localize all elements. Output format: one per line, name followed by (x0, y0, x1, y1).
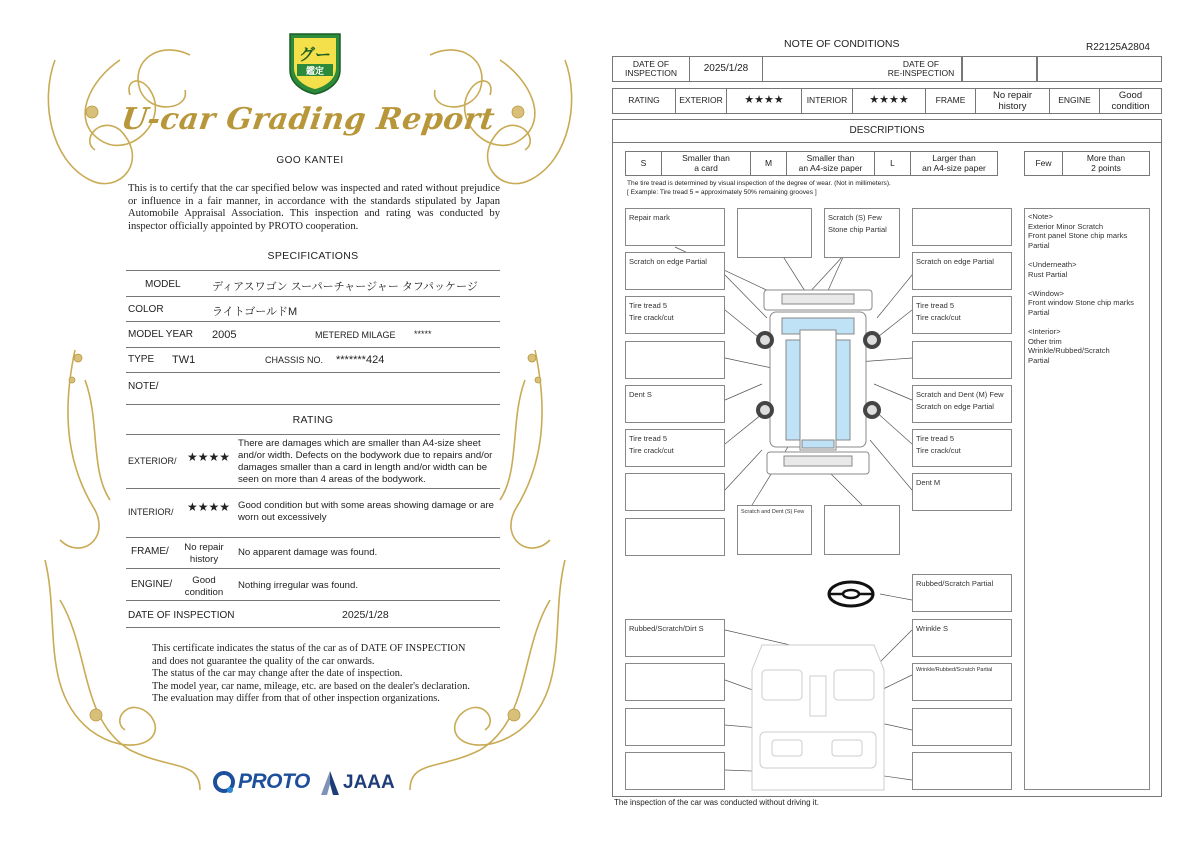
engine-label: ENGINE (1050, 89, 1100, 113)
right-rear-tire-box: Tire tread 5 Tire crack/cut (912, 429, 1012, 467)
frame-description: No apparent damage was found. (238, 547, 378, 558)
inspection-date-label: DATE OF INSPECTION (128, 610, 235, 621)
legend-m: M (751, 152, 787, 175)
inspection-date-value: 2025/1/28 (342, 609, 389, 621)
date-of-inspection-label: DATE OF INSPECTION (613, 57, 690, 81)
proto-logo-icon (212, 770, 236, 794)
color-label: COLOR (128, 304, 164, 315)
exterior-label: EXTERIOR/ (128, 456, 177, 466)
frame-label: FRAME (926, 89, 976, 113)
divider (126, 434, 500, 435)
right-dent-box: Scratch and Dent (M) Few Scratch on edge Partial (912, 385, 1012, 423)
desc-box-empty (625, 473, 725, 511)
divider (126, 627, 500, 628)
interior-label: INTERIOR/ (128, 507, 174, 517)
metered-mileage-value: ***** (414, 329, 432, 339)
descriptions-heading: DESCRIPTIONS (612, 119, 1162, 143)
frame-value: No repair history (184, 542, 224, 565)
exterior-label: EXTERIOR (676, 89, 727, 113)
model-year-value: 2005 (212, 329, 237, 341)
interior-wrinkle-box: Wrinkle S (912, 619, 1012, 657)
desc-box-empty (912, 341, 1012, 379)
engine-description: Nothing irregular was found. (238, 580, 358, 591)
rating-row (612, 88, 1162, 114)
interior-stars: ★★★★ (853, 89, 926, 113)
rating-heading: RATING (292, 414, 334, 426)
jaaa-logo: JAAA (343, 772, 395, 793)
rear-scratch-dent-box: Scratch and Dent (S) Few (737, 505, 812, 555)
date-of-reinspection-label: DATE OF RE-INSPECTION (881, 57, 962, 81)
specifications-heading: SPECIFICATIONS (267, 250, 359, 262)
type-label: TYPE (128, 354, 155, 365)
empty-cell (763, 57, 888, 81)
metered-mileage-label: METERED MILAGE (315, 330, 396, 340)
desc-box-empty (737, 208, 812, 258)
certificate-footer: This certificate indicates the status of the car as of DATE OF INSPECTION and does not guarantee the quality of the car onwards. The status of the car may change after the date of inspection. The model year, car name, mileage, etc. are based on the dealer's declaration. The evaluation may differ from that of other inspection organizations. (152, 643, 470, 705)
desc-box-empty (625, 708, 725, 746)
interior-description: Good condition but with some areas showing damage or are worn out excessively (238, 500, 494, 523)
conditions-footer: The inspection of the car was conducted without driving it. (614, 798, 819, 807)
legend-m-desc: Smaller than an A4-size paper (787, 152, 875, 175)
steering-wheel-icon (829, 582, 873, 606)
desc-box-empty (824, 505, 900, 555)
date-row (612, 56, 1162, 82)
exterior-stars: ★★★★ (187, 450, 231, 464)
desc-box-empty (625, 663, 725, 701)
note-label: NOTE/ (128, 381, 159, 392)
rating-label: RATING (613, 89, 676, 113)
right-dent-m-box: Dent M (912, 473, 1012, 511)
desc-box-empty (912, 708, 1012, 746)
color-value: ライトゴールドM (212, 306, 298, 318)
certification-text: This is to certify that the car specified below was inspected and rated without prejudice or influence in a fair manner, in accordance with the standards stipulated by Japan Automobile Appraisal Association. This inspection and rating was conducted by inspector officially appointed by PROTO cooperation. (128, 183, 500, 232)
svg-text:グー: グー (298, 45, 332, 64)
divider (126, 321, 500, 322)
desc-box-empty (625, 518, 725, 556)
engine-label: ENGINE/ (131, 579, 173, 590)
left-rear-tire-box: Tire tread 5 Tire crack/cut (625, 429, 725, 467)
model-value: ディアスワゴン スーパーチャージャー タフパッケージ (212, 281, 478, 293)
right-edge-box: Scratch on edge Partial (912, 252, 1012, 290)
chassis-label: CHASSIS NO. (265, 355, 324, 365)
repair-mark-box: Repair mark (625, 208, 725, 246)
right-front-tire-box: Tire tread 5 Tire crack/cut (912, 296, 1012, 334)
type-value: TW1 (172, 354, 196, 366)
model-year-label: MODEL YEAR (128, 329, 194, 340)
note-panel: <Note> Exterior Minor Scratch Front panel Stone chip marks Partial <Underneath> Rust Partial <Window> Front window Stone chip marks Partial <Interior> Other trim Wrinkle/Rubbed/Scratch Partial (1024, 208, 1150, 790)
exterior-stars: ★★★★ (727, 89, 802, 113)
chassis-value: *******424 (336, 354, 385, 366)
interior-label: INTERIOR (802, 89, 853, 113)
divider (126, 296, 500, 297)
conditions-title: NOTE OF CONDITIONS (784, 38, 900, 50)
interior-left-box: Rubbed/Scratch/Dirt S (625, 619, 725, 657)
left-front-tire-box: Tire tread 5 Tire crack/cut (625, 296, 725, 334)
steering-box: Rubbed/Scratch Partial (912, 574, 1012, 612)
divider (126, 600, 500, 601)
left-dent-box: Dent S (625, 385, 725, 423)
divider (126, 347, 500, 348)
frame-value: No repair history (976, 89, 1050, 113)
size-legend (625, 151, 998, 176)
interior-stars: ★★★★ (187, 500, 231, 514)
divider (126, 404, 500, 405)
legend-l: L (875, 152, 911, 175)
divider (126, 568, 500, 569)
empty-cell (1037, 57, 1038, 81)
report-id: R22125A2804 (1086, 42, 1150, 53)
legend-l-desc: Larger than an A4-size paper (922, 153, 986, 173)
legend-s-desc: Smaller than a card (662, 152, 751, 175)
left-edge-box: Scratch on edge Partial (625, 252, 725, 290)
front-scratch-box: Scratch (S) Few Stone chip Partial (824, 208, 900, 258)
jaaa-logo-icon (320, 770, 340, 796)
tread-note: The tire tread is determined by visual inspection of the degree of wear. (Not in millimeters). [ Example: Tire tread 5 = approximately 50% remaining grooves ] (627, 180, 891, 196)
frame-label: FRAME/ (131, 546, 169, 557)
svg-text:鑑定: 鑑定 (305, 67, 325, 77)
engine-value: Good condition (1111, 90, 1150, 112)
proto-logo: PROTO (238, 770, 310, 793)
empty-cell (962, 57, 1037, 81)
report-title: U-car Grading Report (118, 102, 498, 137)
report-subtitle: GOO KANTEI (276, 155, 344, 166)
legend-s: S (626, 152, 662, 175)
legend-few-desc: More than 2 points (1086, 153, 1126, 173)
divider (126, 270, 500, 271)
divider (126, 488, 500, 489)
few-legend (1024, 151, 1150, 176)
exterior-description: There are damages which are smaller than A4-size sheet and/or width. Defects on the bodywork due to repairs and/or damages smaller than a card in length and/or width can be seen on more than 4 areas of the bodywork. (238, 438, 493, 485)
date-of-inspection-value: 2025/1/28 (690, 57, 763, 81)
goo-kantei-badge-icon (286, 30, 344, 96)
legend-few: Few (1025, 152, 1063, 175)
divider (126, 537, 500, 538)
desc-box-empty (912, 208, 1012, 246)
model-label: MODEL (145, 279, 181, 290)
divider (126, 372, 500, 373)
desc-box-empty (625, 752, 725, 790)
desc-box-empty (912, 752, 1012, 790)
desc-box-empty (625, 341, 725, 379)
engine-value: Good condition (184, 575, 224, 598)
interior-wrinkle-rubbed-box: Wrinkle/Rubbed/Scratch Partial (912, 663, 1012, 701)
